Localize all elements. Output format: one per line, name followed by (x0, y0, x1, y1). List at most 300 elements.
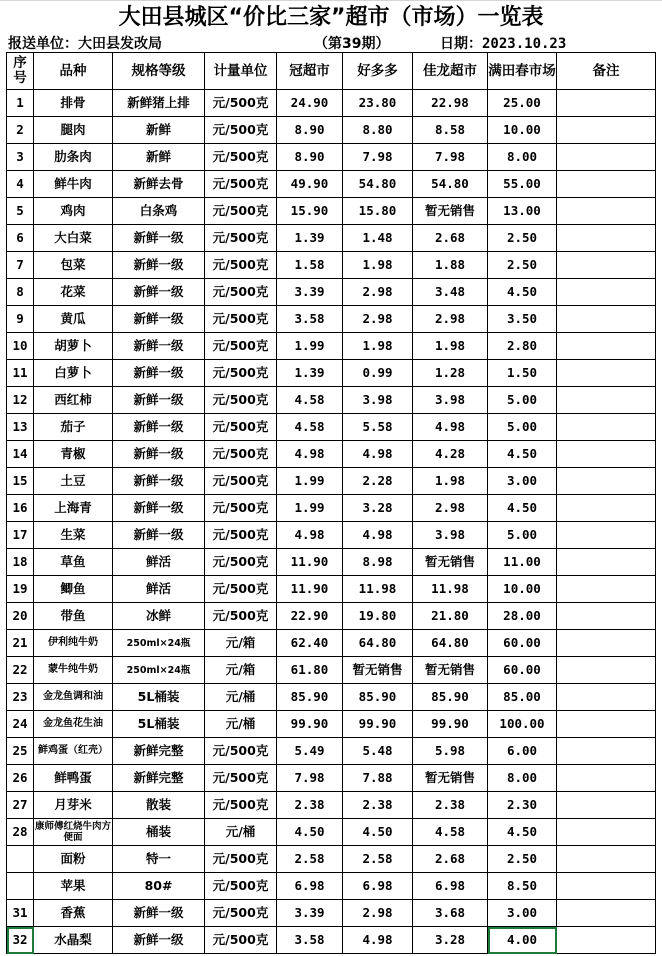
cell-item[interactable]: 康师傅红烧牛肉方便面 (34, 819, 113, 846)
cell-item[interactable]: 西红柿 (34, 387, 113, 414)
cell-unit[interactable]: 元/500克 (205, 387, 277, 414)
cell-price-store-4[interactable]: 1.50 (488, 360, 557, 387)
cell-item[interactable]: 蒙牛纯牛奶 (34, 657, 113, 684)
cell-spec[interactable]: 桶装 (113, 819, 205, 846)
cell-price-store-4[interactable]: 2.30 (488, 792, 557, 819)
cell-price-store-1[interactable]: 4.98 (277, 441, 343, 468)
cell-note[interactable] (557, 819, 656, 846)
cell-price-store-4[interactable]: 4.50 (488, 279, 557, 306)
cell-spec[interactable]: 新鲜一级 (113, 306, 205, 333)
cell-price-store-2[interactable]: 0.99 (343, 360, 413, 387)
cell-item[interactable]: 月芽米 (34, 792, 113, 819)
header-spec[interactable]: 规格等级 (113, 53, 205, 90)
cell-spec[interactable]: 5L桶装 (113, 711, 205, 738)
cell-seq[interactable]: 16 (7, 495, 34, 522)
cell-price-store-4[interactable]: 6.00 (488, 738, 557, 765)
cell-item[interactable]: 鲜牛肉 (34, 171, 113, 198)
header-store-4[interactable]: 满田春市场 (488, 53, 557, 90)
cell-price-store-1[interactable]: 1.99 (277, 468, 343, 495)
cell-seq[interactable]: 19 (7, 576, 34, 603)
cell-note[interactable] (557, 900, 656, 927)
cell-unit[interactable]: 元/桶 (205, 819, 277, 846)
cell-item[interactable]: 面粉 (34, 846, 113, 873)
cell-seq[interactable]: 1 (7, 90, 34, 117)
cell-unit[interactable]: 元/500克 (205, 873, 277, 900)
cell-seq[interactable]: 31 (7, 900, 34, 927)
cell-price-store-3[interactable]: 4.98 (413, 414, 488, 441)
cell-note[interactable] (557, 90, 656, 117)
cell-note[interactable] (557, 333, 656, 360)
cell-spec[interactable]: 250ml×24瓶 (113, 657, 205, 684)
cell-price-store-2[interactable]: 19.80 (343, 603, 413, 630)
cell-unit[interactable]: 元/500克 (205, 360, 277, 387)
cell-spec[interactable]: 新鲜一级 (113, 927, 205, 954)
cell-spec[interactable]: 80# (113, 873, 205, 900)
cell-price-store-1[interactable]: 1.58 (277, 252, 343, 279)
cell-unit[interactable]: 元/500克 (205, 792, 277, 819)
cell-item[interactable]: 苹果 (34, 873, 113, 900)
cell-seq[interactable]: 10 (7, 333, 34, 360)
cell-spec[interactable]: 新鲜一级 (113, 360, 205, 387)
cell-note[interactable] (557, 738, 656, 765)
cell-price-store-4[interactable]: 100.00 (488, 711, 557, 738)
cell-note[interactable] (557, 198, 656, 225)
cell-price-store-3[interactable]: 7.98 (413, 144, 488, 171)
cell-price-store-1[interactable]: 4.58 (277, 414, 343, 441)
cell-item[interactable]: 生菜 (34, 522, 113, 549)
table-row (7, 198, 656, 225)
cell-note[interactable] (557, 414, 656, 441)
cell-price-store-3[interactable]: 85.90 (413, 684, 488, 711)
cell-note[interactable] (557, 549, 656, 576)
cell-unit[interactable]: 元/500克 (205, 576, 277, 603)
cell-price-store-4[interactable]: 60.00 (488, 630, 557, 657)
cell-item[interactable]: 白萝卜 (34, 360, 113, 387)
cell-spec[interactable]: 新鲜一级 (113, 333, 205, 360)
cell-note[interactable] (557, 765, 656, 792)
cell-price-store-2[interactable]: 4.98 (343, 441, 413, 468)
cell-price-store-4[interactable]: 8.50 (488, 873, 557, 900)
cell-spec[interactable]: 新鲜一级 (113, 522, 205, 549)
cell-spec[interactable]: 新鲜一级 (113, 495, 205, 522)
cell-item[interactable]: 腿肉 (34, 117, 113, 144)
cell-unit[interactable]: 元/桶 (205, 684, 277, 711)
cell-price-store-1[interactable]: 7.98 (277, 765, 343, 792)
cell-unit[interactable]: 元/500克 (205, 198, 277, 225)
table-row (7, 117, 656, 144)
cell-price-store-4[interactable]: 5.00 (488, 414, 557, 441)
cell-spec[interactable]: 新鲜一级 (113, 387, 205, 414)
cell-price-store-3[interactable]: 3.28 (413, 927, 488, 954)
cell-item[interactable]: 水晶梨 (34, 927, 113, 954)
cell-price-store-2[interactable]: 54.80 (343, 171, 413, 198)
cell-price-store-1[interactable]: 1.99 (277, 495, 343, 522)
cell-price-store-1[interactable]: 8.90 (277, 144, 343, 171)
cell-price-store-2[interactable]: 2.98 (343, 306, 413, 333)
cell-price-store-2[interactable]: 6.98 (343, 873, 413, 900)
cell-price-store-1[interactable]: 85.90 (277, 684, 343, 711)
header-seq[interactable]: 序号 (7, 53, 34, 90)
cell-price-store-3[interactable]: 21.80 (413, 603, 488, 630)
cell-item[interactable]: 土豆 (34, 468, 113, 495)
cell-note[interactable] (557, 873, 656, 900)
cell-price-store-4[interactable]: 25.00 (488, 90, 557, 117)
cell-unit[interactable]: 元/500克 (205, 495, 277, 522)
cell-note[interactable] (557, 684, 656, 711)
cell-price-store-3[interactable]: 1.98 (413, 333, 488, 360)
cell-spec[interactable]: 鲜活 (113, 549, 205, 576)
cell-price-store-3[interactable]: 2.68 (413, 225, 488, 252)
cell-price-store-3[interactable]: 5.98 (413, 738, 488, 765)
cell-price-store-1[interactable]: 3.58 (277, 927, 343, 954)
cell-unit[interactable]: 元/500克 (205, 900, 277, 927)
cell-price-store-3[interactable]: 2.38 (413, 792, 488, 819)
cell-price-store-2[interactable]: 1.98 (343, 252, 413, 279)
cell-price-store-1[interactable]: 2.58 (277, 846, 343, 873)
cell-price-store-4[interactable]: 5.00 (488, 387, 557, 414)
cell-price-store-1[interactable]: 3.39 (277, 900, 343, 927)
cell-item[interactable]: 肋条肉 (34, 144, 113, 171)
cell-item[interactable]: 香蕉 (34, 900, 113, 927)
cell-unit[interactable]: 元/500克 (205, 549, 277, 576)
cell-price-store-1[interactable]: 1.99 (277, 333, 343, 360)
cell-spec[interactable]: 新鲜一级 (113, 900, 205, 927)
cell-item[interactable]: 胡萝卜 (34, 333, 113, 360)
cell-spec[interactable]: 新鲜一级 (113, 414, 205, 441)
cell-seq[interactable]: 23 (7, 684, 34, 711)
cell-note[interactable] (557, 279, 656, 306)
cell-spec[interactable]: 鲜活 (113, 576, 205, 603)
cell-seq[interactable]: 15 (7, 468, 34, 495)
cell-item[interactable]: 金龙鱼花生油 (34, 711, 113, 738)
cell-price-store-3[interactable]: 3.68 (413, 900, 488, 927)
cell-price-store-3[interactable]: 3.48 (413, 279, 488, 306)
cell-spec[interactable]: 新鲜完整 (113, 738, 205, 765)
cell-note[interactable] (557, 657, 656, 684)
cell-price-store-2[interactable]: 5.48 (343, 738, 413, 765)
cell-item[interactable]: 茄子 (34, 414, 113, 441)
cell-price-store-1[interactable]: 4.50 (277, 819, 343, 846)
cell-note[interactable] (557, 495, 656, 522)
cell-note[interactable] (557, 522, 656, 549)
cell-price-store-1[interactable]: 61.80 (277, 657, 343, 684)
cell-price-store-1[interactable]: 3.58 (277, 306, 343, 333)
cell-note[interactable] (557, 252, 656, 279)
cell-spec[interactable]: 新鲜一级 (113, 225, 205, 252)
cell-seq[interactable]: 12 (7, 387, 34, 414)
cell-price-store-4[interactable]: 8.00 (488, 144, 557, 171)
cell-item[interactable]: 包菜 (34, 252, 113, 279)
cell-seq[interactable]: 22 (7, 657, 34, 684)
cell-unit[interactable]: 元/500克 (205, 765, 277, 792)
cell-unit[interactable]: 元/500克 (205, 522, 277, 549)
cell-seq[interactable]: 14 (7, 441, 34, 468)
cell-price-store-2[interactable]: 1.98 (343, 333, 413, 360)
cell-unit[interactable]: 元/500克 (205, 333, 277, 360)
cell-spec[interactable]: 新鲜 (113, 144, 205, 171)
cell-seq[interactable]: 26 (7, 765, 34, 792)
cell-item[interactable]: 带鱼 (34, 603, 113, 630)
cell-item[interactable]: 大白菜 (34, 225, 113, 252)
cell-spec[interactable]: 新鲜一级 (113, 252, 205, 279)
cell-price-store-2[interactable]: 85.90 (343, 684, 413, 711)
cell-note[interactable] (557, 576, 656, 603)
cell-spec[interactable]: 新鲜一级 (113, 468, 205, 495)
cell-price-store-1[interactable]: 3.39 (277, 279, 343, 306)
cell-item[interactable]: 鲫鱼 (34, 576, 113, 603)
cell-item[interactable]: 鸡肉 (34, 198, 113, 225)
cell-item[interactable]: 草鱼 (34, 549, 113, 576)
cell-unit[interactable]: 元/箱 (205, 657, 277, 684)
cell-price-store-4[interactable]: 3.50 (488, 306, 557, 333)
cell-price-store-3[interactable]: 11.98 (413, 576, 488, 603)
cell-price-store-1[interactable]: 8.90 (277, 117, 343, 144)
cell-price-store-4[interactable]: 2.50 (488, 846, 557, 873)
cell-unit[interactable]: 元/500克 (205, 117, 277, 144)
cell-price-store-3[interactable]: 3.98 (413, 387, 488, 414)
cell-price-store-2[interactable]: 3.28 (343, 495, 413, 522)
cell-unit[interactable]: 元/500克 (205, 171, 277, 198)
cell-price-store-1[interactable]: 62.40 (277, 630, 343, 657)
cell-seq[interactable]: 2 (7, 117, 34, 144)
cell-price-store-3[interactable]: 6.98 (413, 873, 488, 900)
cell-price-store-2[interactable]: 4.50 (343, 819, 413, 846)
cell-spec[interactable]: 新鲜完整 (113, 765, 205, 792)
cell-price-store-3[interactable]: 1.88 (413, 252, 488, 279)
cell-price-store-3[interactable]: 54.80 (413, 171, 488, 198)
cell-price-store-3[interactable]: 4.58 (413, 819, 488, 846)
cell-spec[interactable]: 白条鸡 (113, 198, 205, 225)
cell-note[interactable] (557, 144, 656, 171)
cell-spec[interactable]: 新鲜 (113, 117, 205, 144)
cell-unit[interactable]: 元/500克 (205, 468, 277, 495)
cell-unit[interactable]: 元/箱 (205, 630, 277, 657)
cell-note[interactable] (557, 792, 656, 819)
cell-spec[interactable]: 新鲜去骨 (113, 171, 205, 198)
cell-unit[interactable]: 元/500克 (205, 90, 277, 117)
cell-price-store-2[interactable]: 15.80 (343, 198, 413, 225)
cell-price-store-4[interactable]: 3.00 (488, 900, 557, 927)
cell-price-store-1[interactable]: 11.90 (277, 549, 343, 576)
cell-unit[interactable]: 元/500克 (205, 144, 277, 171)
cell-price-store-2[interactable]: 4.98 (343, 522, 413, 549)
cell-item[interactable]: 上海青 (34, 495, 113, 522)
cell-price-store-3[interactable]: 1.28 (413, 360, 488, 387)
cell-price-store-2[interactable]: 暂无销售 (343, 657, 413, 684)
cell-price-store-4[interactable]: 4.00 (488, 927, 557, 954)
cell-price-store-1[interactable]: 2.38 (277, 792, 343, 819)
cell-unit[interactable]: 元/500克 (205, 279, 277, 306)
cell-price-store-2[interactable]: 2.58 (343, 846, 413, 873)
cell-spec[interactable]: 冰鲜 (113, 603, 205, 630)
cell-spec[interactable]: 新鲜一级 (113, 441, 205, 468)
cell-note[interactable] (557, 630, 656, 657)
cell-price-store-3[interactable]: 2.68 (413, 846, 488, 873)
cell-price-store-1[interactable]: 1.39 (277, 360, 343, 387)
cell-unit[interactable]: 元/桶 (205, 711, 277, 738)
cell-item[interactable]: 排骨 (34, 90, 113, 117)
cell-note[interactable] (557, 360, 656, 387)
cell-seq[interactable]: 27 (7, 792, 34, 819)
cell-spec[interactable]: 新鲜猪上排 (113, 90, 205, 117)
cell-price-store-4[interactable]: 28.00 (488, 603, 557, 630)
cell-note[interactable] (557, 927, 656, 954)
cell-spec[interactable]: 散装 (113, 792, 205, 819)
cell-price-store-1[interactable]: 4.58 (277, 387, 343, 414)
cell-seq[interactable]: 3 (7, 144, 34, 171)
cell-price-store-1[interactable]: 4.98 (277, 522, 343, 549)
cell-item[interactable]: 金龙鱼调和油 (34, 684, 113, 711)
cell-item[interactable]: 鲜鸭蛋 (34, 765, 113, 792)
cell-price-store-4[interactable]: 13.00 (488, 198, 557, 225)
cell-price-store-1[interactable]: 99.90 (277, 711, 343, 738)
cell-price-store-2[interactable]: 23.80 (343, 90, 413, 117)
cell-price-store-3[interactable]: 暂无销售 (413, 549, 488, 576)
cell-unit[interactable]: 元/500克 (205, 414, 277, 441)
header-unit[interactable]: 计量单位 (205, 53, 277, 90)
cell-price-store-2[interactable]: 11.98 (343, 576, 413, 603)
cell-unit[interactable]: 元/500克 (205, 846, 277, 873)
cell-price-store-1[interactable]: 22.90 (277, 603, 343, 630)
cell-item[interactable]: 花菜 (34, 279, 113, 306)
cell-seq[interactable]: 18 (7, 549, 34, 576)
cell-seq[interactable]: 21 (7, 630, 34, 657)
cell-price-store-4[interactable]: 85.00 (488, 684, 557, 711)
cell-note[interactable] (557, 306, 656, 333)
cell-seq[interactable]: 4 (7, 171, 34, 198)
cell-price-store-4[interactable]: 10.00 (488, 576, 557, 603)
cell-price-store-4[interactable]: 11.00 (488, 549, 557, 576)
cell-price-store-3[interactable]: 99.90 (413, 711, 488, 738)
cell-unit[interactable]: 元/500克 (205, 441, 277, 468)
cell-item[interactable]: 黄瓜 (34, 306, 113, 333)
cell-price-store-2[interactable]: 2.98 (343, 900, 413, 927)
cell-price-store-2[interactable]: 64.80 (343, 630, 413, 657)
cell-note[interactable] (557, 387, 656, 414)
cell-note[interactable] (557, 468, 656, 495)
cell-price-store-1[interactable]: 15.90 (277, 198, 343, 225)
cell-price-store-1[interactable]: 5.49 (277, 738, 343, 765)
cell-spec[interactable]: 5L桶装 (113, 684, 205, 711)
cell-note[interactable] (557, 225, 656, 252)
cell-price-store-3[interactable]: 64.80 (413, 630, 488, 657)
cell-price-store-2[interactable]: 99.90 (343, 711, 413, 738)
cell-unit[interactable]: 元/500克 (205, 252, 277, 279)
cell-seq[interactable]: 13 (7, 414, 34, 441)
cell-unit[interactable]: 元/500克 (205, 927, 277, 954)
cell-unit[interactable]: 元/500克 (205, 225, 277, 252)
cell-seq[interactable]: 11 (7, 360, 34, 387)
cell-price-store-4[interactable]: 4.50 (488, 441, 557, 468)
cell-price-store-3[interactable]: 2.98 (413, 495, 488, 522)
cell-seq[interactable]: 25 (7, 738, 34, 765)
cell-price-store-4[interactable]: 2.50 (488, 225, 557, 252)
cell-seq[interactable]: 17 (7, 522, 34, 549)
cell-price-store-1[interactable]: 1.39 (277, 225, 343, 252)
cell-price-store-2[interactable]: 2.38 (343, 792, 413, 819)
cell-price-store-2[interactable]: 7.98 (343, 144, 413, 171)
table-row (7, 306, 656, 333)
cell-seq[interactable]: 5 (7, 198, 34, 225)
cell-price-store-3[interactable]: 暂无销售 (413, 765, 488, 792)
cell-note[interactable] (557, 117, 656, 144)
cell-seq[interactable] (7, 873, 34, 900)
cell-price-store-3[interactable]: 2.98 (413, 306, 488, 333)
cell-spec[interactable]: 250ml×24瓶 (113, 630, 205, 657)
cell-price-store-2[interactable]: 8.98 (343, 549, 413, 576)
cell-price-store-4[interactable]: 55.00 (488, 171, 557, 198)
cell-price-store-2[interactable]: 2.98 (343, 279, 413, 306)
cell-unit[interactable]: 元/500克 (205, 603, 277, 630)
cell-price-store-3[interactable]: 暂无销售 (413, 198, 488, 225)
cell-price-store-4[interactable]: 8.00 (488, 765, 557, 792)
cell-seq[interactable]: 7 (7, 252, 34, 279)
cell-seq[interactable]: 32 (7, 927, 34, 954)
cell-price-store-4[interactable]: 10.00 (488, 117, 557, 144)
cell-price-store-3[interactable]: 4.28 (413, 441, 488, 468)
cell-price-store-4[interactable]: 4.50 (488, 819, 557, 846)
cell-price-store-2[interactable]: 1.48 (343, 225, 413, 252)
cell-price-store-3[interactable]: 8.58 (413, 117, 488, 144)
cell-price-store-4[interactable]: 3.00 (488, 468, 557, 495)
cell-price-store-2[interactable]: 2.28 (343, 468, 413, 495)
cell-price-store-1[interactable]: 24.90 (277, 90, 343, 117)
cell-price-store-4[interactable]: 4.50 (488, 495, 557, 522)
header-store-2[interactable]: 好多多 (343, 53, 413, 90)
cell-seq[interactable]: 20 (7, 603, 34, 630)
cell-seq[interactable] (7, 846, 34, 873)
cell-price-store-2[interactable]: 8.80 (343, 117, 413, 144)
cell-price-store-2[interactable]: 3.98 (343, 387, 413, 414)
cell-unit[interactable]: 元/500克 (205, 306, 277, 333)
cell-note[interactable] (557, 441, 656, 468)
cell-seq[interactable]: 9 (7, 306, 34, 333)
cell-seq[interactable]: 8 (7, 279, 34, 306)
cell-price-store-4[interactable]: 2.80 (488, 333, 557, 360)
cell-price-store-3[interactable]: 1.98 (413, 468, 488, 495)
cell-price-store-4[interactable]: 5.00 (488, 522, 557, 549)
header-store-3[interactable]: 佳龙超市 (413, 53, 488, 90)
cell-item[interactable]: 青椒 (34, 441, 113, 468)
cell-note[interactable] (557, 846, 656, 873)
cell-price-store-3[interactable]: 22.98 (413, 90, 488, 117)
cell-price-store-1[interactable]: 11.90 (277, 576, 343, 603)
cell-spec[interactable]: 新鲜一级 (113, 279, 205, 306)
cell-price-store-2[interactable]: 7.88 (343, 765, 413, 792)
cell-unit[interactable]: 元/500克 (205, 738, 277, 765)
cell-price-store-4[interactable]: 2.50 (488, 252, 557, 279)
cell-price-store-3[interactable]: 暂无销售 (413, 657, 488, 684)
cell-price-store-4[interactable]: 60.00 (488, 657, 557, 684)
header-item[interactable]: 品种 (34, 53, 113, 90)
cell-spec[interactable]: 特一 (113, 846, 205, 873)
cell-seq[interactable]: 24 (7, 711, 34, 738)
cell-note[interactable] (557, 603, 656, 630)
cell-price-store-3[interactable]: 3.98 (413, 522, 488, 549)
cell-note[interactable] (557, 711, 656, 738)
cell-price-store-2[interactable]: 4.98 (343, 927, 413, 954)
header-store-1[interactable]: 冠超市 (277, 53, 343, 90)
cell-seq[interactable]: 6 (7, 225, 34, 252)
cell-note[interactable] (557, 171, 656, 198)
cell-item[interactable]: 鲜鸡蛋（红壳） (34, 738, 113, 765)
cell-seq[interactable]: 28 (7, 819, 34, 846)
cell-item[interactable]: 伊利纯牛奶 (34, 630, 113, 657)
header-note[interactable]: 备注 (557, 53, 656, 90)
cell-price-store-1[interactable]: 49.90 (277, 171, 343, 198)
cell-price-store-2[interactable]: 5.58 (343, 414, 413, 441)
cell-price-store-1[interactable]: 6.98 (277, 873, 343, 900)
